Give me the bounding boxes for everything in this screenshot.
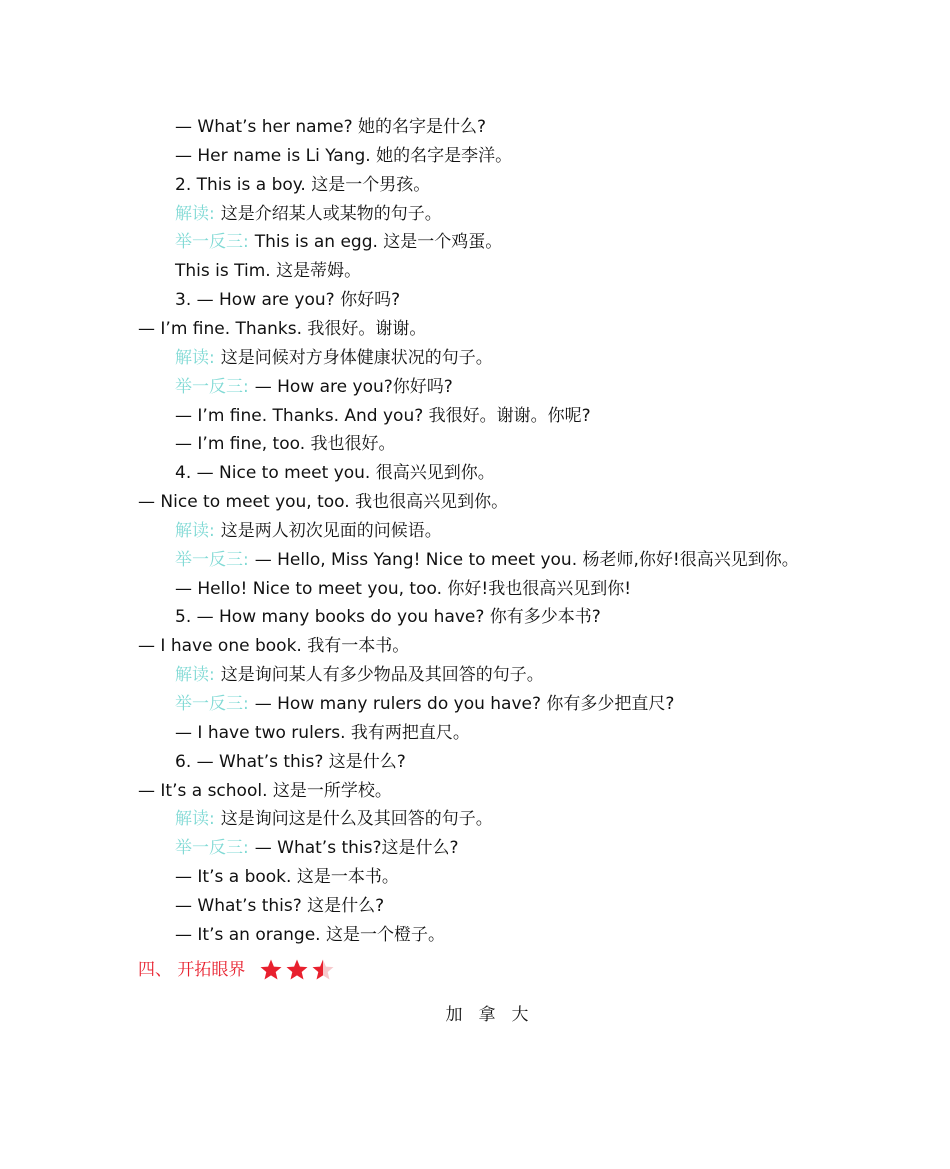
line-text: 这是问候对方身体健康状况的句子。 [220,347,493,368]
star-icon [311,958,335,982]
line-text: 3. — How are you? 你好吗? [175,290,401,311]
line-text: — It’s an orange. 这是一个橙子。 [175,924,445,945]
label-example: 举一反三: [175,232,249,253]
line-text: 这是询问这是什么及其回答的句子。 [220,809,493,830]
label-example: 举一反三: [175,376,249,397]
text-line [138,491,508,513]
line-text: — It’s a school. 这是一所学校。 [138,780,392,801]
line-text: — I’m fine. Thanks. 我很好。谢谢。 [138,318,427,339]
text-line [175,866,399,888]
text-line [175,174,430,196]
text-line [175,606,601,628]
label-example: 举一反三: [175,549,249,570]
line-text: — I’m fine. Thanks. And you? 我很好。谢谢。你呢? [175,405,591,426]
text-line [138,635,409,657]
text-line [175,664,544,686]
text-line [138,318,426,340]
text-line [175,837,459,859]
text-line [175,289,400,311]
line-text: This is Tim. 这是蒂姆。 [175,261,362,282]
line-text: 2. This is a boy. 这是一个男孩。 [175,174,431,195]
line-text: — How are you?你好吗? [254,376,453,397]
line-text: — What’s this? 这是什么? [175,895,385,916]
subtitle: 加拿大 [445,1005,545,1025]
section-heading [138,958,335,982]
line-text: — It’s a book. 这是一本书。 [175,867,399,888]
line-text: — How many rulers do you have? 你有多少把直尺? [254,694,675,714]
line-text: 这是介绍某人或某物的句子。 [220,203,442,224]
label-explanation: 解读: [175,347,215,368]
text-line [175,578,631,600]
text-line [175,260,361,282]
text-line [175,693,674,715]
text-line [175,405,591,427]
text-line [175,520,442,542]
text-line [175,751,406,773]
text-line [175,145,512,167]
line-text: 这是询问某人有多少物品及其回答的句子。 [220,665,544,686]
text-line [175,895,384,917]
line-text: 4. — Nice to meet you. 很高兴见到你。 [175,463,495,484]
text-line [175,808,493,830]
star-icon [285,958,309,982]
text-line [175,203,442,225]
label-explanation: 解读: [175,665,215,686]
difficulty-stars [259,958,335,982]
text-line [175,549,799,571]
text-line [175,722,470,744]
line-text: — I’m fine, too. 我也很好。 [175,434,396,455]
text-line [175,376,453,398]
line-text: — What’s this?这是什么? [254,838,459,859]
label-example: 举一反三: [175,694,249,714]
label-explanation: 解读: [175,809,215,830]
line-text: — What’s her name? 她的名字是什么? [175,117,487,137]
label-explanation: 解读: [175,520,215,541]
line-text: — Hello! Nice to meet you, too. 你好!我也很高兴见到你! [175,578,632,599]
line-text: 这是两人初次见面的问候语。 [220,520,442,541]
line-text: This is an egg. 这是一个鸡蛋。 [254,232,503,253]
line-text: — Nice to meet you, too. 我也很高兴见到你。 [138,492,509,513]
star-icon [259,958,283,982]
label-explanation: 解读: [175,203,215,224]
text-line [175,433,396,455]
text-line [175,924,445,946]
label-example: 举一反三: [175,838,249,859]
line-text: — Her name is Li Yang. 她的名字是李洋。 [175,145,513,166]
text-line [138,780,392,802]
section-title: 四、 开拓眼界 [138,960,246,980]
text-line [175,347,493,369]
line-text: — Hello, Miss Yang! Nice to meet you. 杨老师,你好!很高兴见到你。 [254,549,799,570]
text-line [175,116,486,138]
line-text: — I have two rulers. 我有两把直尺。 [175,722,470,743]
line-text: — I have one book. 我有一本书。 [138,636,410,657]
line-text: 6. — What’s this? 这是什么? [175,751,406,772]
line-text: 5. — How many books do you have? 你有多少本书? [175,607,601,628]
text-line [175,231,502,253]
text-line [175,462,495,484]
